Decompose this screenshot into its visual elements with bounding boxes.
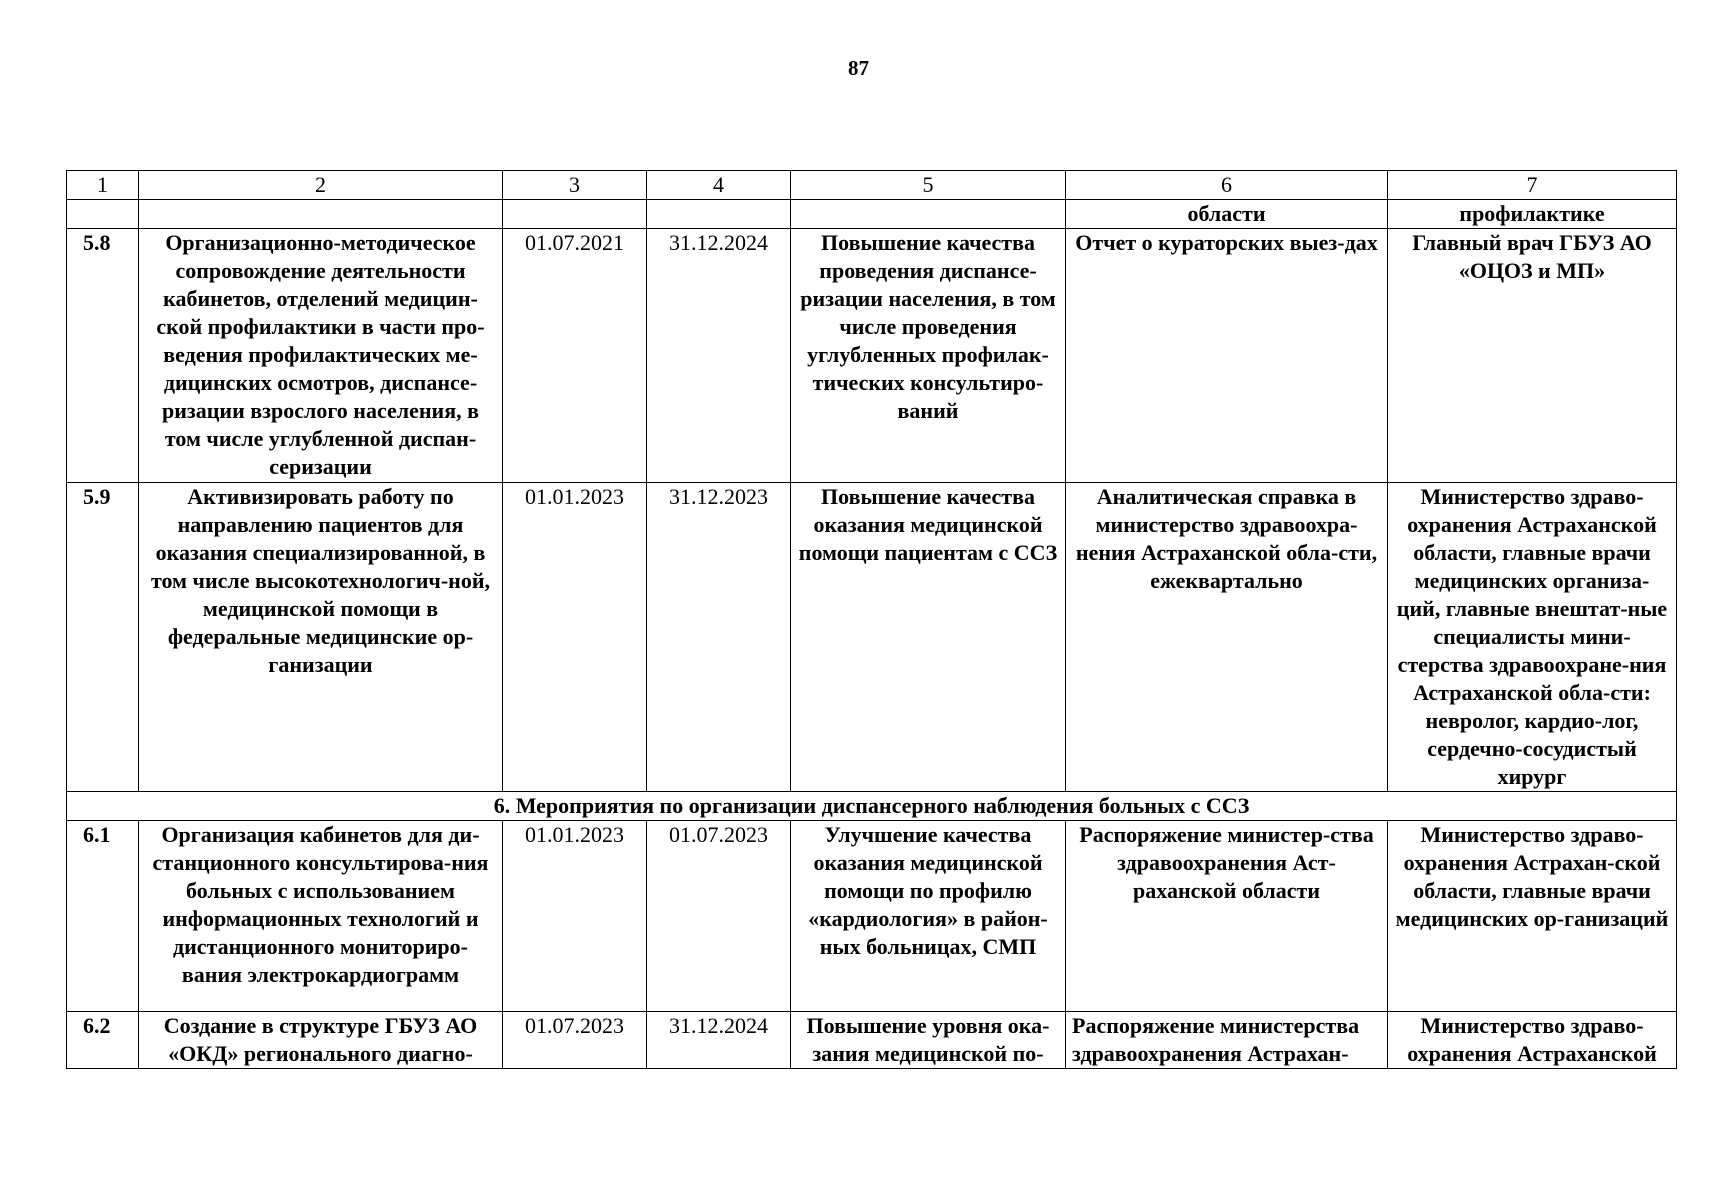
row-number: 6.2 xyxy=(67,1012,139,1069)
result-cell: Улучшение качества оказания медицинской помощи по профилю «кардиология» в район-ных больницах, СМП xyxy=(791,821,1066,1012)
column-number: 7 xyxy=(1388,171,1677,200)
start-date-cell: 01.07.2023 xyxy=(503,1012,647,1069)
responsible-cell: Министерство здраво-охранения Астрахан-ской области, главные врачи медицинских ор-ганизаций xyxy=(1388,821,1677,1012)
page-number: 87 xyxy=(848,56,869,80)
responsible-cell: Главный врач ГБУЗ АО «ОЦОЗ и МП» xyxy=(1388,229,1677,483)
column-number: 5 xyxy=(791,171,1066,200)
section-title: 6. Мероприятия по организации диспансерного наблюдения больных с ССЗ xyxy=(67,792,1677,821)
table-row xyxy=(67,229,1677,483)
section-heading-row xyxy=(67,792,1677,821)
empty-cell xyxy=(67,200,139,229)
result-cell: Повышение уровня ока-зания медицинской по- xyxy=(791,1012,1066,1069)
continuation-cell-responsible: профилактике xyxy=(1388,200,1677,229)
responsible-cell: Министерство здраво-охранения Астраханской области, главные врачи медицинских организа-ций, главные внештат-ные специалисты мини-стерства здравоохране-ния Астраханской обла-сти: невролог, кардио-лог, сердечно-сосудистый хирург xyxy=(1388,483,1677,792)
result-cell: Повышение качества проведения диспансе-ризации населения, в том числе проведения углубленных профилак-тических консультиро-ваний xyxy=(791,229,1066,483)
column-number: 6 xyxy=(1066,171,1388,200)
empty-cell xyxy=(139,200,503,229)
report-cell: Распоряжение министерства здравоохранения Астрахан- xyxy=(1066,1012,1388,1069)
row-number: 5.9 xyxy=(67,483,139,792)
table-row xyxy=(67,483,1677,792)
table-row xyxy=(67,1012,1677,1069)
column-number: 4 xyxy=(647,171,791,200)
empty-cell xyxy=(647,200,791,229)
end-date-cell: 31.12.2024 xyxy=(647,229,791,483)
event-cell: Создание в структуре ГБУЗ АО «ОКД» регионального диагно- xyxy=(139,1012,503,1069)
event-cell: Активизировать работу по направлению пациентов для оказания специализированной, в том числе высокотехнологич-ной, медицинской помощи в федеральные медицинские ор-ганизации xyxy=(139,483,503,792)
start-date-cell: 01.07.2021 xyxy=(503,229,647,483)
column-number: 1 xyxy=(67,171,139,200)
end-date-cell: 01.07.2023 xyxy=(647,821,791,1012)
continuation-row xyxy=(67,200,1677,229)
empty-cell xyxy=(791,200,1066,229)
plan-table xyxy=(66,170,1677,1069)
row-number: 5.8 xyxy=(67,229,139,483)
event-cell: Организация кабинетов для ди-станционного консультирова-ния больных с использованием информационных технологий и дистанционного мониториро-вания электрокардиограмм xyxy=(139,821,503,1012)
end-date-cell: 31.12.2024 xyxy=(647,1012,791,1069)
report-cell: Отчет о кураторских выез-дах xyxy=(1066,229,1388,483)
row-number: 6.1 xyxy=(67,821,139,1012)
continuation-cell-report: области xyxy=(1066,200,1388,229)
empty-cell xyxy=(503,200,647,229)
report-cell: Аналитическая справка в министерство здравоохра-нения Астраханской обла-сти, ежеквартально xyxy=(1066,483,1388,792)
end-date-cell: 31.12.2023 xyxy=(647,483,791,792)
start-date-cell: 01.01.2023 xyxy=(503,483,647,792)
event-cell: Организационно-методическое сопровождение деятельности кабинетов, отделений медицин-ской профилактики в части про-ведения профилактических ме-дицинских осмотров, диспансе-ризации взрослого населения, в том числе углубленной диспан-серизации xyxy=(139,229,503,483)
table-row xyxy=(67,821,1677,1012)
column-number: 3 xyxy=(503,171,647,200)
column-number-row xyxy=(67,171,1677,200)
responsible-cell: Министерство здраво-охранения Астраханской xyxy=(1388,1012,1677,1069)
result-cell: Повышение качества оказания медицинской помощи пациентам с ССЗ xyxy=(791,483,1066,792)
column-number: 2 xyxy=(139,171,503,200)
report-cell: Распоряжение министер-ства здравоохранения Аст-раханской области xyxy=(1066,821,1388,1012)
start-date-cell: 01.01.2023 xyxy=(503,821,647,1012)
